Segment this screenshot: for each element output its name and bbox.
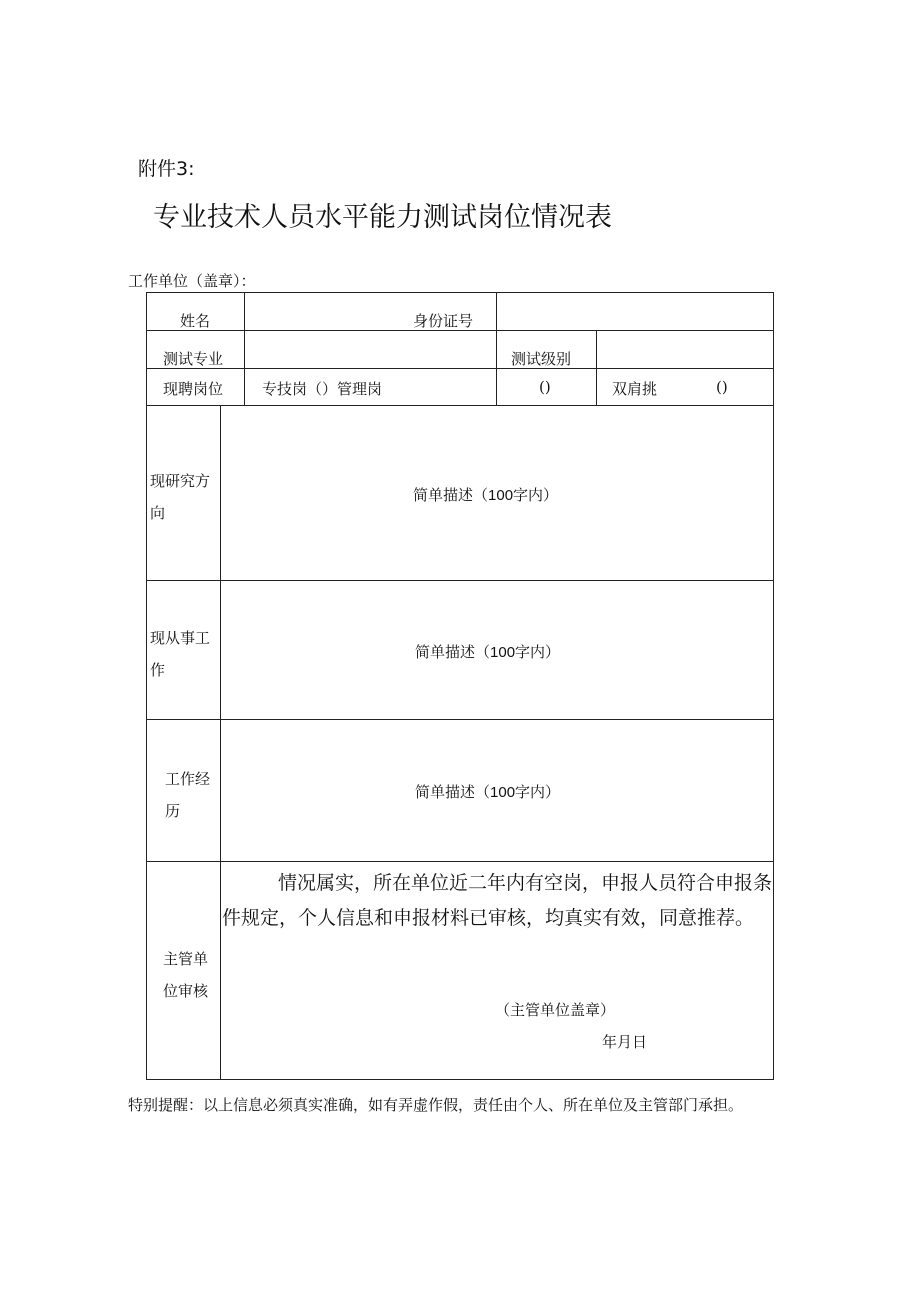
- research-description: [413, 484, 558, 505]
- desc-prefix: 简单描述（: [415, 783, 491, 801]
- row-divider: [146, 580, 774, 581]
- current-work-description: [415, 641, 560, 662]
- table-border-left: [146, 292, 147, 1080]
- column-divider: [596, 330, 597, 405]
- desc-suffix: 字内）: [515, 643, 561, 661]
- desc-prefix: 简单描述（: [413, 486, 489, 504]
- management-post-paren: (): [539, 378, 551, 396]
- row-divider: [146, 719, 774, 720]
- row-divider: [146, 405, 774, 406]
- id-number-label: 身份证号: [413, 312, 474, 330]
- desc-number: 100: [490, 784, 516, 801]
- post-options: 专技岗（）管理岗: [262, 380, 383, 398]
- column-divider: [220, 405, 221, 1080]
- table-border-bottom: [146, 1079, 774, 1080]
- table-border-top: [146, 292, 774, 293]
- review-statement: 情况属实，所在单位近二年内有空岗，申报人员符合申报条件规定，个人信息和申报材料已审核，均真实有效，同意推荐。: [222, 872, 773, 929]
- column-divider: [244, 292, 245, 405]
- column-divider: [496, 292, 497, 405]
- current-work-label: 现从事工作: [150, 629, 211, 679]
- desc-number: 100: [488, 487, 514, 504]
- test-major-label: 测试专业: [163, 350, 224, 368]
- test-level-label: 测试级别: [511, 350, 572, 368]
- review-date: 年月日: [602, 1033, 648, 1051]
- review-stamp: （主管单位盖章）: [495, 1001, 616, 1019]
- special-reminder: 特别提醒：以上信息必须真实准确，如有弄虚作假，责任由个人、所在单位及主管部门承担。: [128, 1096, 744, 1114]
- dual-role-label: 双肩挑: [612, 380, 658, 398]
- desc-prefix: 简单描述（: [415, 643, 491, 661]
- desc-suffix: 字内）: [513, 486, 559, 504]
- work-experience-label: 工作经历: [165, 770, 211, 820]
- research-direction-label: 现研究方向: [150, 472, 211, 522]
- name-label: 姓名: [180, 312, 211, 330]
- attachment-label: 附件3:: [138, 158, 195, 180]
- dual-role-paren: (): [716, 378, 728, 396]
- work-unit-label: 工作单位（盖章）：: [128, 272, 256, 290]
- desc-number: 100: [490, 644, 516, 661]
- current-post-label: 现聘岗位: [163, 380, 224, 398]
- page-title: 专业技术人员水平能力测试岗位情况表: [153, 202, 612, 233]
- table-border-right: [773, 292, 774, 1080]
- row-divider: [146, 368, 774, 369]
- supervisor-review-label: 主管单位审核: [163, 950, 209, 1000]
- row-divider: [146, 861, 774, 862]
- desc-suffix: 字内）: [515, 783, 561, 801]
- work-experience-description: [415, 781, 560, 802]
